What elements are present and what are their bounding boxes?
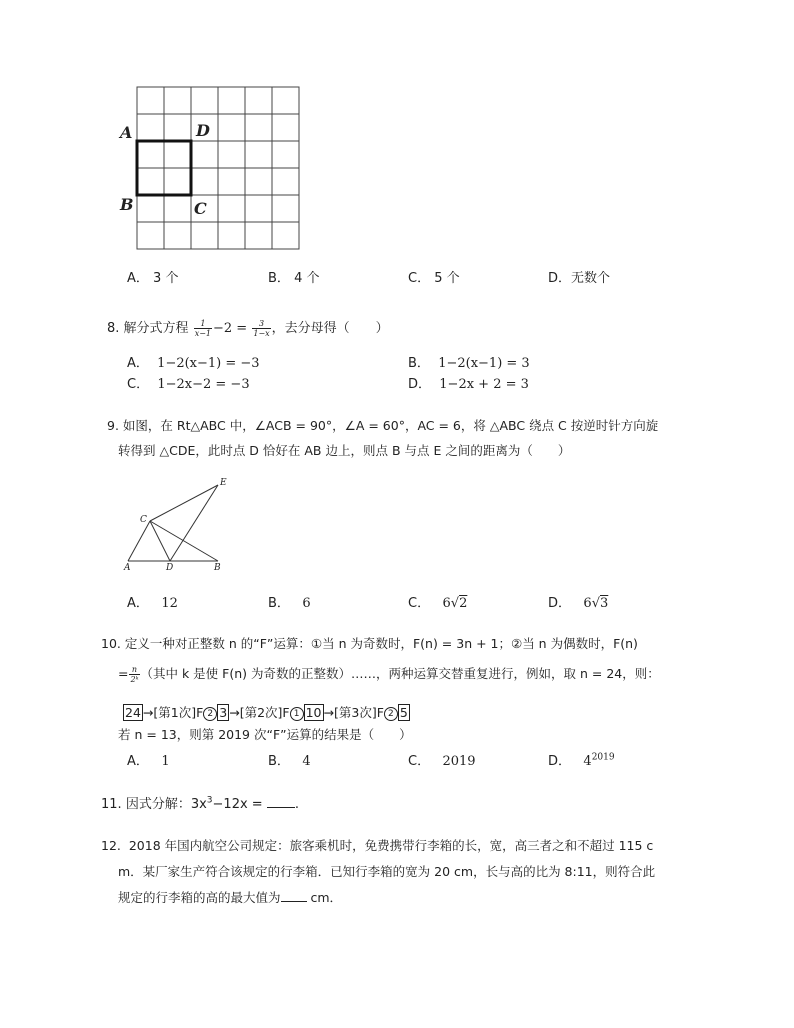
label-c: C xyxy=(194,199,207,218)
q10-stem-line-2: = $\frac{n}{\text{2ᵏ}}$ （其中 k 是使 F(n) 为奇数的正整数）……，两种运算交替重复进行，例如，取 n = 24，则： xyxy=(118,665,660,684)
q8-option-d[interactable]: D． 1−2x + 2 = 3 xyxy=(408,377,529,392)
q8-fraction-2: $\frac{3}{1-x}$ xyxy=(253,319,270,338)
q10-fraction: $\frac{n}{\text{2ᵏ}}$ xyxy=(130,665,139,684)
label-d: D xyxy=(166,563,174,573)
q10-option-d[interactable]: D． $4^{2019}$ xyxy=(548,752,615,769)
triangle-figure xyxy=(118,474,233,574)
label-c: C xyxy=(140,515,147,525)
label-d: D xyxy=(196,121,210,140)
q8-option-c[interactable]: C． 1−2x−2 = −3 xyxy=(127,377,250,392)
grid-figure xyxy=(110,80,310,255)
q12-answer-blank[interactable] xyxy=(281,889,307,902)
q10-option-a[interactable]: A． 1 xyxy=(127,754,170,769)
q7-option-b[interactable]: B． 4 个 xyxy=(268,271,320,286)
q8-option-b[interactable]: B． 1−2(x−1) = 3 xyxy=(408,356,530,371)
q9-option-b[interactable]: B． 6 xyxy=(268,596,311,611)
q11-stem: 11. 因式分解：$3x^3-12x$ = . xyxy=(101,795,299,812)
q9-stem-line-2: 转得到 △CDE，此时点 D 恰好在 AB 边上，则点 B 与点 E 之间的距离为（ ） xyxy=(118,443,571,458)
q12-number: 12. xyxy=(101,838,121,853)
q12-stem-line-1: 12. 2018 年国内航空公司规定：旅客乘机时，免费携带行李箱的长，宽，高三者之和不超过 115 c xyxy=(101,838,654,853)
label-e: E xyxy=(220,478,227,488)
q10-chain: 24 →[第1次]F 2 3 →[第2次]F 1 10 →[第3次]F 2 5 xyxy=(125,705,408,720)
q9-option-c[interactable]: C． 6√2 xyxy=(408,596,468,611)
q10-number: 10. xyxy=(101,636,121,651)
label-a: A xyxy=(120,123,133,142)
q7-option-a[interactable]: A． 3 个 xyxy=(127,271,179,286)
q12-stem-line-2: m．某厂家生产符合该规定的行李箱．已知行李箱的宽为 20 cm，长与高的比为 8:11，则符合此 xyxy=(118,864,656,879)
label-b: B xyxy=(214,563,221,573)
q11-answer-blank[interactable] xyxy=(267,795,295,808)
label-a: A xyxy=(124,563,131,573)
q7-option-c[interactable]: C． 5 个 xyxy=(408,271,460,286)
q11-number: 11. xyxy=(101,797,122,812)
q10-stem-line-4: 若 n = 13，则第 2019 次“F”运算的结果是（ ） xyxy=(118,727,412,742)
q8-option-a[interactable]: A． 1−2(x−1) = −3 xyxy=(127,356,260,371)
q9-option-d[interactable]: D． 6√3 xyxy=(548,596,609,611)
q8-number: 8. xyxy=(107,321,120,336)
q8-stem: 8. 解分式方程 $\frac{1}{x-1}$ −2 = $\frac{3}{1-x}$ ，去分母得（ ） xyxy=(107,319,389,338)
q8-fraction-1: $\frac{1}{x-1}$ xyxy=(194,319,212,338)
q9-option-a[interactable]: A． 12 xyxy=(127,596,178,611)
q9-number: 9. xyxy=(107,418,119,433)
q7-option-d[interactable]: D．无数个 xyxy=(548,271,611,286)
label-b: B xyxy=(120,195,134,214)
q10-option-c[interactable]: C． 2019 xyxy=(408,754,476,769)
q12-stem-line-3: 规定的行李箱的高的最大值为 cm． xyxy=(118,890,343,905)
q10-option-b[interactable]: B． 4 xyxy=(268,754,311,769)
q9-stem-line-1: 9. 如图，在 Rt△ABC 中，∠ACB = 90°，∠A = 60°，AC = 6，将 △ABC 绕点 C 按逆时针方向旋 xyxy=(107,418,659,433)
q10-stem-line-1: 10. 定义一种对正整数 n 的“F”运算：①当 n 为奇数时，F(n) = 3n + 1；②当 n 为偶数时，F(n) xyxy=(101,636,638,651)
